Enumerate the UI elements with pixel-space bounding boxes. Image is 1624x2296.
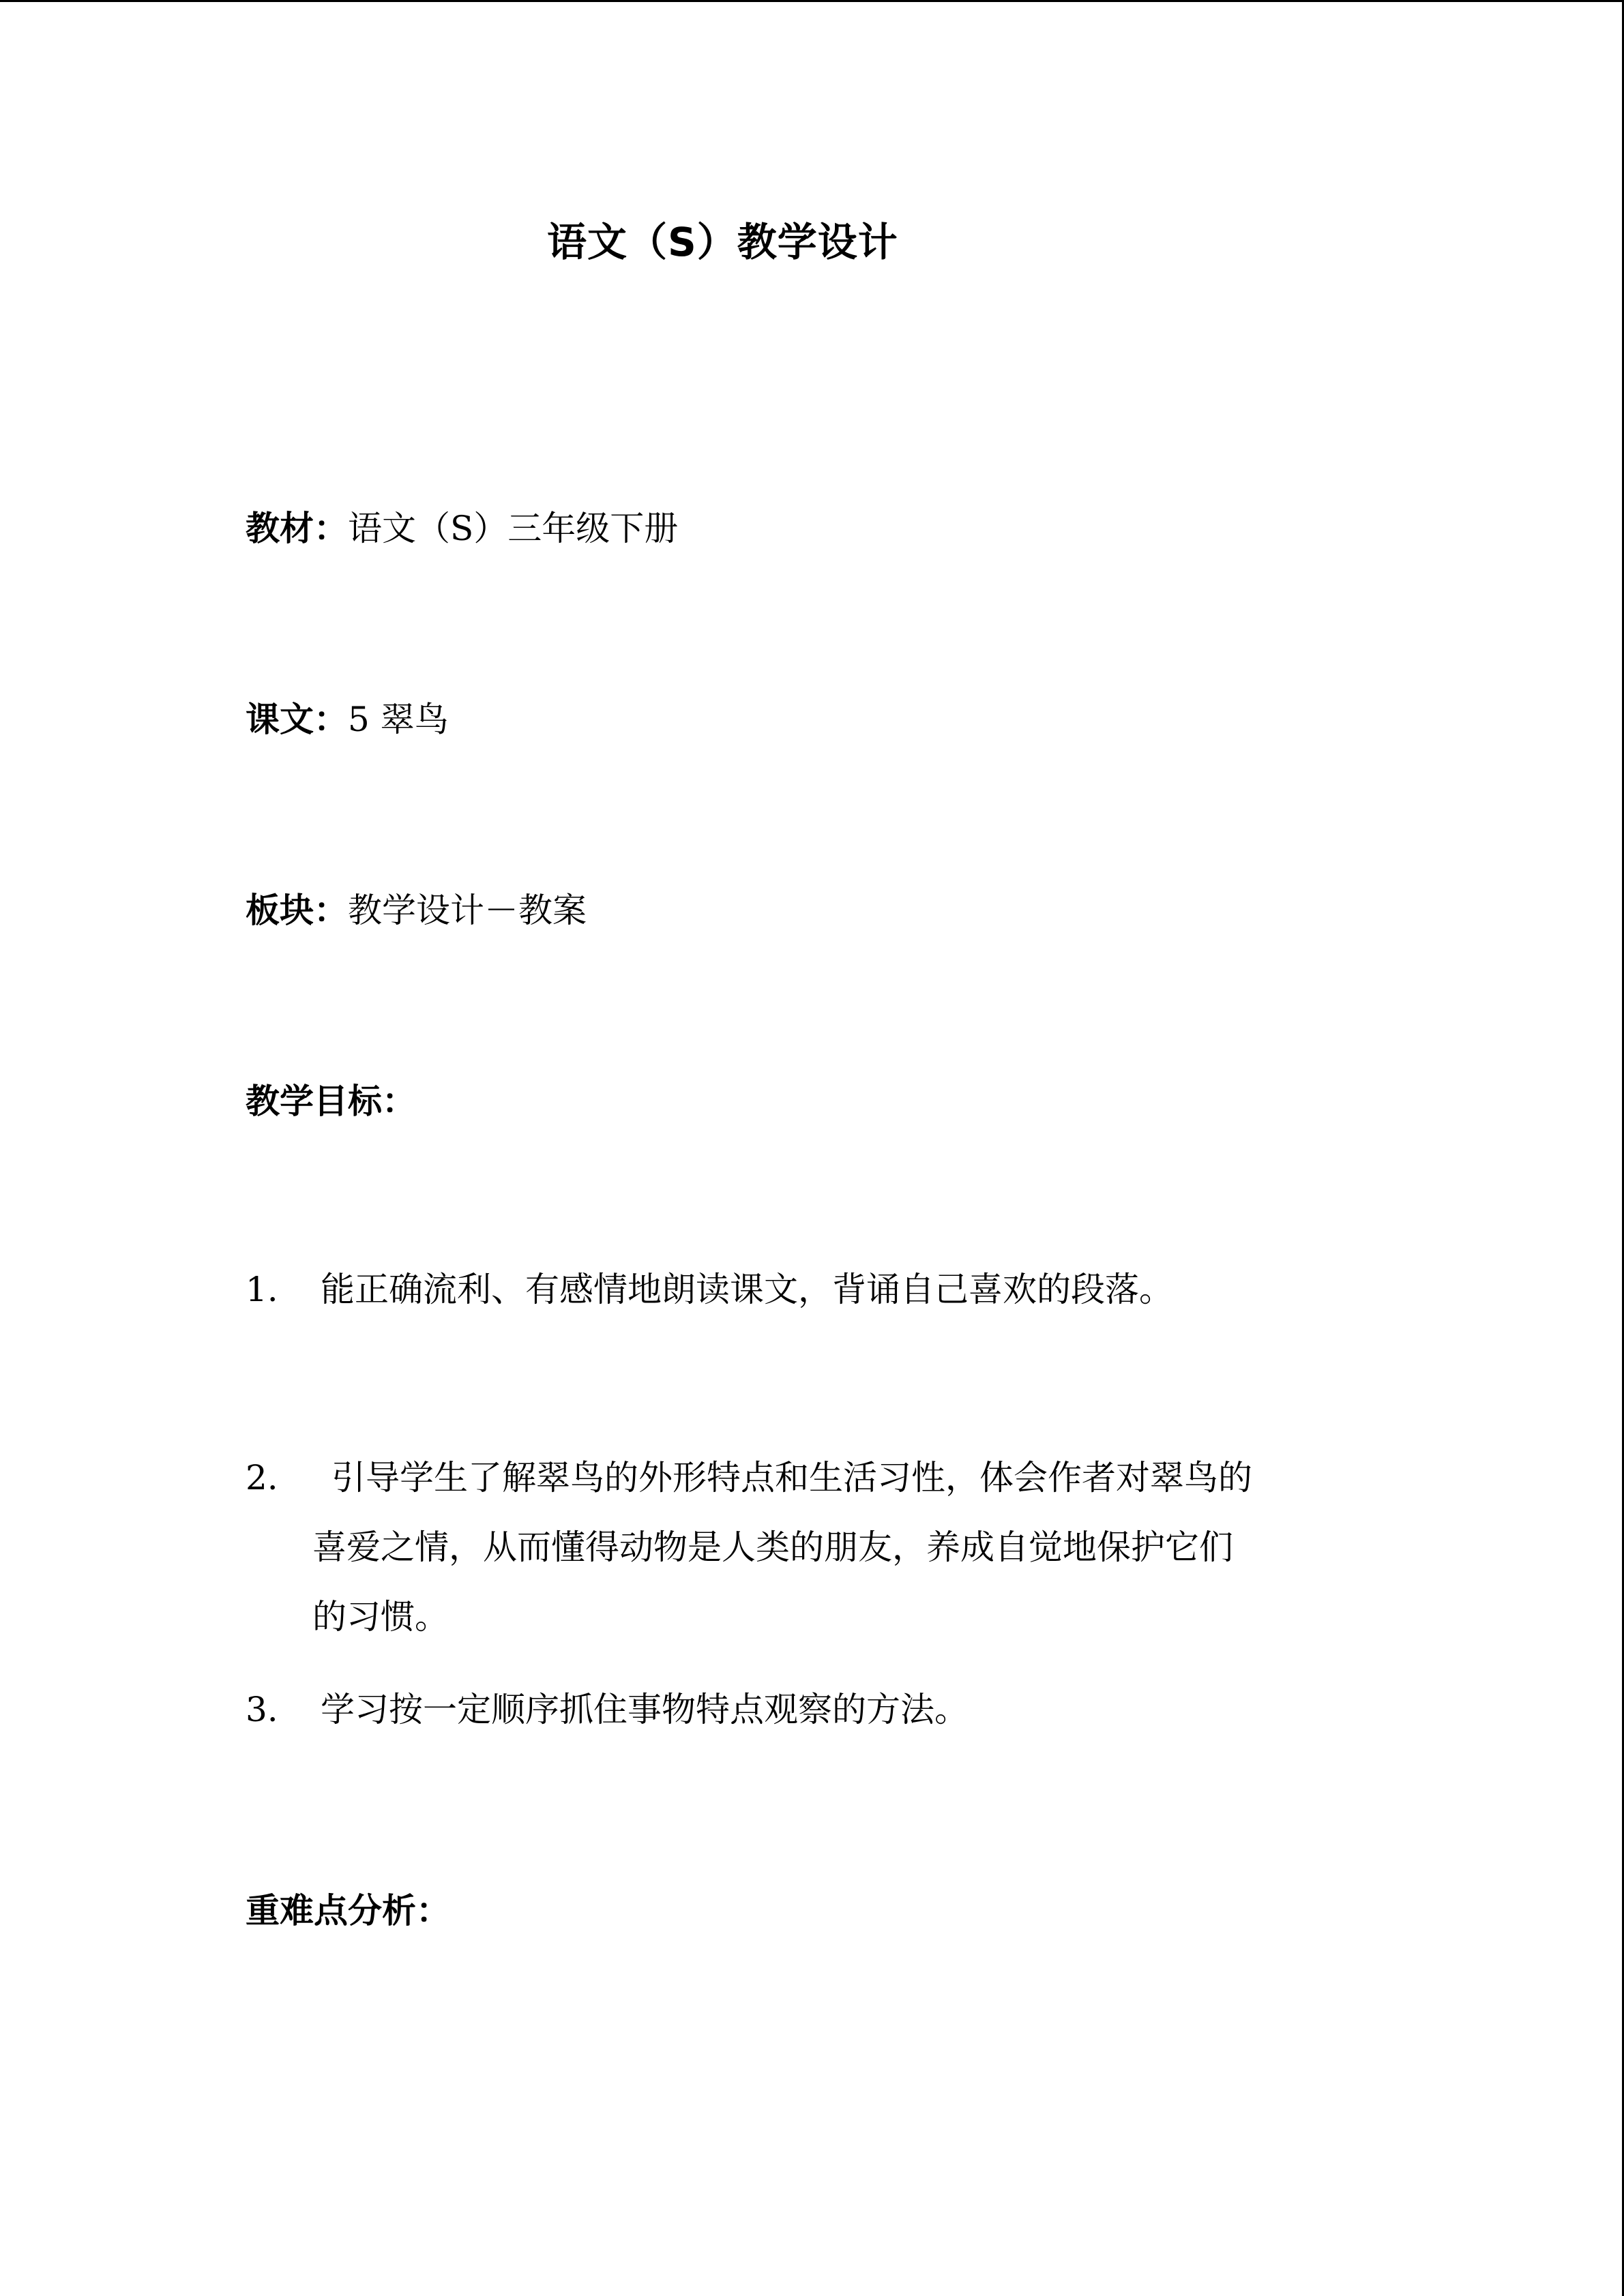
objective-number: 1. — [246, 1270, 278, 1309]
objective-number: 2. — [246, 1458, 278, 1497]
objective-number: 3. — [246, 1690, 278, 1729]
field-textbook — [246, 501, 678, 550]
objective-item-1 — [246, 1255, 1173, 1324]
page-border-top — [0, 0, 1624, 2]
objectives-heading: 教学目标： — [246, 1082, 416, 1121]
field-value: 5 翠鸟 — [348, 700, 449, 739]
objective-text-continued: 喜爱之情，从而懂得动物是人类的朋友，养成自觉地保护它们 — [312, 1527, 1233, 1567]
objective-item-2 — [246, 1443, 1252, 1652]
field-value: 教学设计－教案 — [348, 891, 587, 930]
objective-text: 能正确流利、有感情地朗读课文，背诵自己喜欢的段落。 — [321, 1270, 1173, 1309]
objective-text: 学习按一定顺序抓住事物特点观察的方法。 — [321, 1690, 969, 1729]
objective-text: 引导学生了解翠鸟的外形特点和生活习性，体会作者对翠鸟的 — [331, 1458, 1252, 1497]
field-label: 板块： — [246, 891, 348, 930]
analysis-heading: 重难点分析： — [246, 1891, 450, 1930]
field-section — [246, 883, 587, 932]
field-lesson — [246, 692, 449, 741]
objective-text-continued: 的习惯。 — [312, 1597, 449, 1637]
field-label: 教材： — [246, 509, 348, 548]
field-value: 语文（S）三年级下册 — [348, 509, 679, 548]
field-label: 课文： — [246, 700, 348, 739]
objective-item-3 — [246, 1675, 969, 1744]
page-title: 语文（S）教学设计 — [547, 219, 898, 265]
